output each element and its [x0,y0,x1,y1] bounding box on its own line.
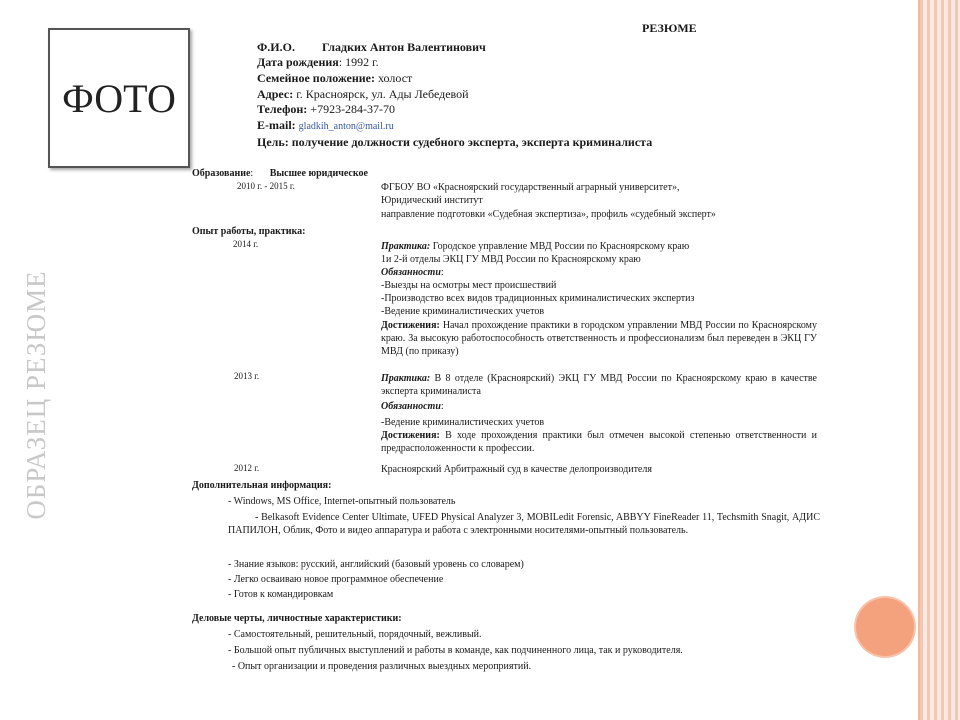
exp1-achievements-text: Начал прохождение практики в городском управлении МВД России по Красноярскому краю. За высокую работоспособность ответственность и профессионализм был переведен в ЭКЦ ГУ МВД (по приказу) [381,320,817,357]
phone-row [257,102,395,117]
email-row [257,118,394,134]
exp2-practice-text: В 8 отделе (Красноярский) ЭКЦ ГУ МВД России по Красноярскому краю в качестве эксперта криминалиста [381,373,817,397]
traits-heading: Деловые черты, личностные характеристики: [192,613,402,624]
exp1-year: 2014 г. [233,239,259,249]
traits-item-1: - Самостоятельный, решительный, порядочный, вежливый. [228,629,482,640]
photo-placeholder [48,28,190,168]
exp2-practice-label: Практика: [381,373,431,384]
exp2-duties-heading [381,400,444,413]
exp2-achievements [381,429,817,455]
education-colon: : [250,168,254,179]
exp1-practice-text: Городское управление МВД России по Красноярскому краю [430,241,690,252]
exp2-achievements-text: В ходе прохождения практики был отмечен высокой степенью ответственности и предрасположенности к профессии. [381,430,817,454]
exp2-achievements-label: Достижения: [381,430,440,441]
fio-row [257,40,486,55]
address-value: г. Красноярск, ул. Ады Лебедевой [293,87,469,101]
exp1-line2: 1и 2-й отделы ЭКЦ ГУ МВД России по Красноярскому краю [381,254,641,265]
exp2-duties-colon: : [440,401,444,412]
fio-label: Ф.И.О. [257,40,295,54]
birth-row [257,55,379,70]
side-title-container [18,270,54,520]
email-link[interactable]: gladkih_anton@mail.ru [298,121,394,132]
address-row [257,87,469,102]
goal: Цель: получение должности судебного эксперта, эксперта криминалиста [257,135,653,149]
additional-item-3: - Знание языков: русский, английский (базовый уровень со словарем) [228,559,524,570]
exp3-text: Красноярский Арбитражный суд в качестве делопроизводителя [381,464,652,475]
education-heading [192,167,368,180]
exp1-achievements-label: Достижения: [381,320,440,331]
additional-heading: Дополнительная информация: [192,480,332,491]
birth-label: Дата рождения [257,55,339,69]
exp2-practice [381,372,817,398]
traits-item-2: - Большой опыт публичных выступлений и работы в команде, как подчиненного лица, так и руководителя. [228,645,683,656]
exp1-duty-1: -Выезды на осмотры мест происшествий [381,280,557,291]
education-label: Образование [192,168,251,179]
education-line-2: Юридический институт [381,195,483,206]
family-row [257,71,412,86]
exp1-achievements [381,319,817,358]
exp2-duties-label: Обязанности [381,401,441,412]
resume-title: РЕЗЮМЕ [642,21,697,35]
birth-value: : 1992 г. [338,55,379,69]
exp1-practice [381,240,689,253]
stripe-border [918,0,920,720]
additional-item-5: - Готов к командировкам [228,589,334,600]
exp1-duties-label: Обязанности [381,267,441,278]
exp1-practice-label: Практика: [381,241,431,252]
decorative-stripes [920,0,960,720]
fio-value: Гладких Антон Валентинович [321,40,486,54]
exp3-year: 2012 г. [234,463,260,473]
email-label: E-mail: [257,118,296,132]
education-years: 2010 г. - 2015 г. [237,181,295,191]
exp1-duty-2: -Производство всех видов традиционных криминалистических экспертиз [381,293,695,304]
exp2-year: 2013 г. [234,371,260,381]
exp1-duties-colon: : [440,267,444,278]
additional-item-4: - Легко осваиваю новое программное обеспечение [228,574,444,585]
address-label: Адрес: [257,87,294,101]
phone-label: Телефон: [257,102,308,116]
exp1-duty-3: -Ведение криминалистических учетов [381,306,545,317]
phone-value: +7923-284-37-70 [307,102,396,116]
education-level: Высшее юридическое [269,168,368,179]
family-label: Семейное положение: [257,71,376,85]
exp2-duty-1: -Ведение криминалистических учетов [381,417,545,428]
education-line-1: ФГБОУ ВО «Красноярский государственный аграрный университет», [381,182,680,193]
traits-item-3: - Опыт организации и проведения различных выездных мероприятий. [232,661,532,672]
additional-item-1: - Windows, MS Office, Internet-опытный пользователь [228,496,456,507]
photo-label: ФОТО [62,75,176,121]
family-value: холост [375,71,413,85]
decorative-circle [856,598,914,656]
exp1-duties-heading [381,266,444,279]
additional-item-2: - Belkasoft Evidence Center Ultimate, UFED Physical Analyzer 3, MOBILedit Forensic, ABBYY FineReader 11, Techsmith Snagit, АДИС ПАПИЛОН, Облик, Фото и видео аппаратура и работа с электронными носителями-опытный пользователь. [228,512,820,536]
experience-heading: Опыт работы, практика: [192,226,306,237]
education-line-3: направление подготовки «Судебная экспертиза», профиль «судебный эксперт» [381,209,716,220]
side-title: ОБРАЗЕЦ РЕЗЮМЕ [21,270,51,520]
